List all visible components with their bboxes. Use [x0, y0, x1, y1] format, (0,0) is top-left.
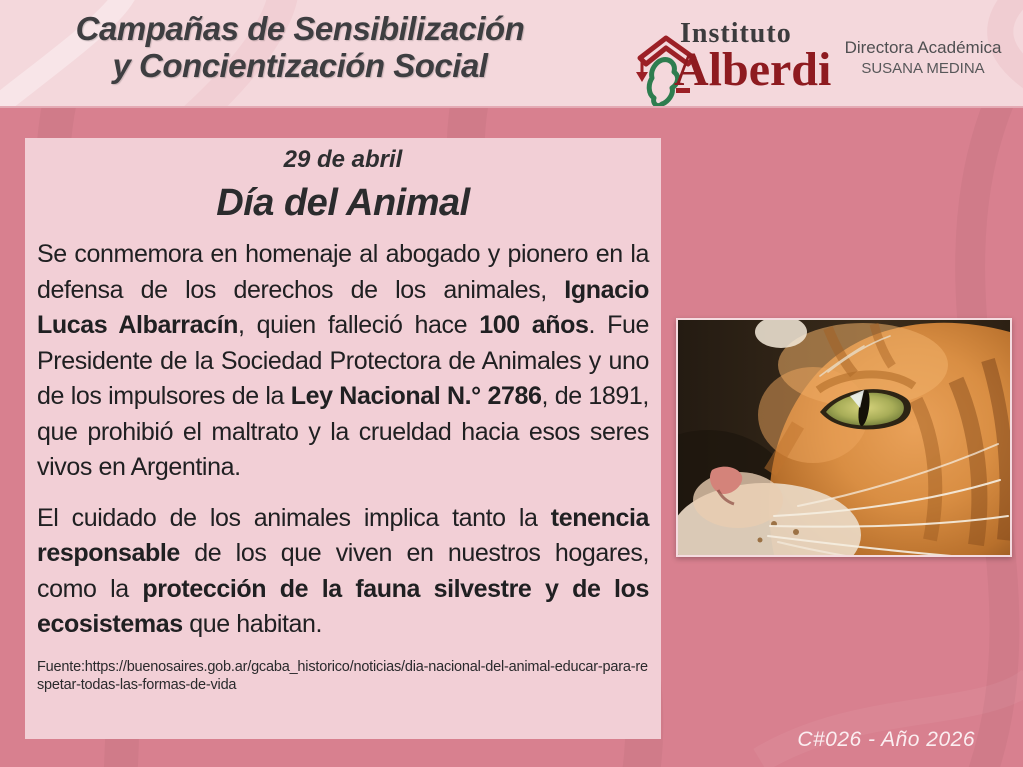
paragraph-2: El cuidado de los animales implica tanto la tenencia responsable de los que viven en nuestros hogares, como la protección de la fauna silvestre y de los ecosistemas que habitan. — [37, 503, 649, 638]
cat-photo — [676, 318, 1012, 557]
page-title — [0, 10, 600, 85]
page-title-line1: Campañas de Sensibilización — [75, 10, 525, 47]
logo-word-instituto: Instituto — [680, 18, 792, 49]
director-role: Directora Académica — [844, 38, 1002, 57]
director-block — [828, 38, 1018, 77]
header — [0, 0, 1023, 108]
institute-logo — [632, 14, 832, 106]
content-card — [25, 138, 661, 739]
logo-word-alberdi: Alberdi — [674, 43, 832, 96]
card-date: 29 de abril — [283, 146, 403, 173]
card-title: Día del Animal — [216, 182, 470, 224]
edition-code: C#026 - Año 2026 — [797, 728, 975, 751]
source-text: Fuente:https://buenosaires.gob.ar/gcaba_historico/noticias/dia-nacional-del-animal-educar-para-respetar-todas-las-formas-de-vida — [37, 658, 648, 694]
director-name: SUSANA MEDINA — [861, 60, 985, 77]
paragraph-1: Se conmemora en homenaje al abogado y pionero en la defensa de los derechos de los animales, Ignacio Lucas Albarracín, quien falleció hace 100 años. Fue Presidente de la Sociedad Protectora de Animales y uno de los impulsores de la Ley Nacional N.° 2786, de 1891, que prohibió el maltrato y la crueldad hacia esos seres vivos en Argentina. — [37, 240, 649, 481]
page-title-line2: y Concientización Social — [112, 47, 488, 85]
